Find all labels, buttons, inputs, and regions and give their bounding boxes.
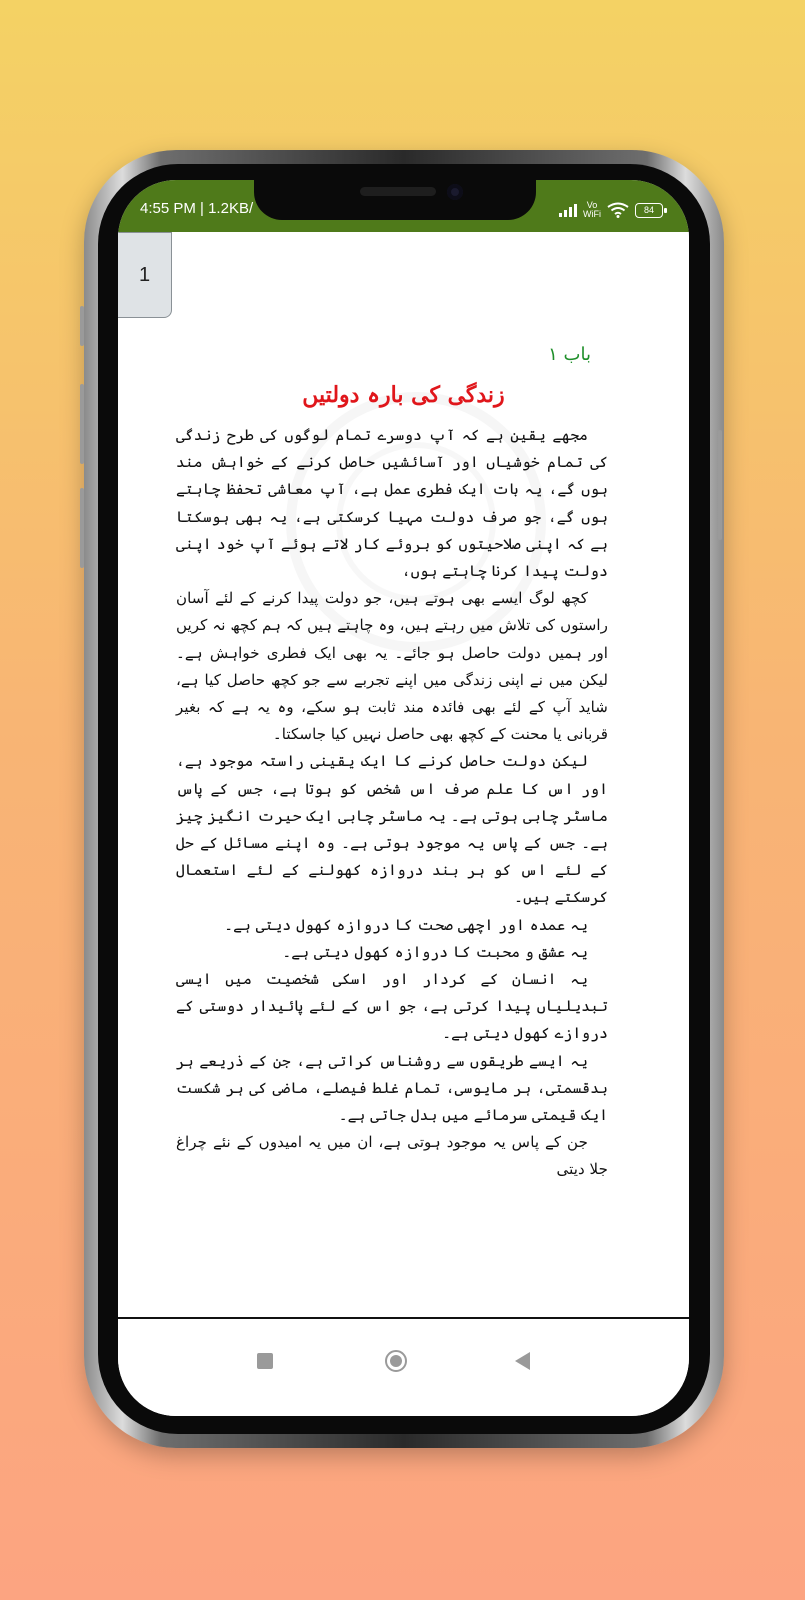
volume-down-button [80,488,84,568]
navigation-bar [118,1319,689,1416]
chapter-title: زندگی کی بارہ دولتیں [302,382,505,408]
square-icon [257,1353,273,1369]
screen [118,180,689,1416]
paragraph: یہ عشق و محبت کا دروازہ کھول دیتی ہے۔ [282,942,588,961]
back-button[interactable] [502,1341,542,1381]
triangle-icon [515,1352,530,1370]
volume-up-button [80,384,84,464]
vowifi-label: Vo WiFi [583,200,601,219]
recents-button[interactable] [245,1341,285,1381]
paragraph: یہ ایسے طریقوں سے روشناس کراتی ہے، جن کے ذریعے ہر بدقسمتی، ہر مایوسی، تمام غلط فیصلے، ماضی کی ہر شکست ایک قیمتی سرمائے میں بدل جاتی ہے۔ [176,1051,608,1125]
paragraph: یہ عمدہ اور اچھی صحت کا دروازہ کھول دیتی ہے۔ [224,915,588,934]
paragraph: کچھ لوگ ایسے بھی ہوتے ہیں، جو دولت پیدا کرنے کے لئے آسان راستوں کی تلاش میں رہتے ہیں، وہ چاہتے ہیں کہ ہم کچھ نہ کریں اور ہمیں دولت حاصل ہو جائے۔ یہ بھی ایک فطری خواہش ہے۔ لیکن میں نے اپنی زندگی میں اپنے تجربے سے جو کچھ حاصل کیا ہے، شاید آپ کے لئے بھی فائدہ مند ثابت ہو سکے، وہ یہ ہے کہ بغیر قربانی یا محنت کے کچھ بھی حاصل نہیں کیا جاسکتا۔ [176,589,608,744]
paragraph: مجھے یقین ہے کہ آپ دوسرے تمام لوگوں کی طرح زندگی کی تمام خوشیاں اور آسائشیں حاصل کرنے کے خواہش مند ہوں گے، یہ بات ایک فطری عمل ہے، آپ معاشی تحفظ چاہتے ہوں گے، جو صرف دولت مہیا کرسکتی ہے، یہ بھی ہوسکتا ہے کہ اپنی صلاحیتوں کو بروئے کار لاتے ہوئے آپ خود اپنی دولت پیدا کرنا چاہتے ہوں، [176,426,608,581]
front-camera [447,184,463,200]
home-button[interactable] [376,1341,416,1381]
power-button [718,430,722,540]
status-icons [559,200,663,220]
signal-icon [559,203,577,217]
body-text [176,422,608,1184]
page-number-badge[interactable]: 1 [118,232,172,318]
circle-icon [385,1350,407,1372]
battery-icon: 84 [635,203,663,218]
wifi-icon [607,202,629,218]
chapter-label: باب ۱ [548,344,591,365]
paragraph: یہ انسان کے کردار اور اسکی شخصیت میں ایسی تبدیلیاں پیدا کرتی ہے، جو اس کے لئے پائیدار دوستی کے دروازے کھول دیتی ہے۔ [176,970,608,1043]
speaker-grille [360,187,436,196]
reader-page[interactable] [118,232,689,1318]
side-button [80,306,84,346]
status-time: 4:55 PM | 1.2KB/ [140,200,254,217]
paragraph: جن کے پاس یہ موجود ہوتی ہے، ان میں یہ امیدوں کے نئے چراغ جلا دیتی [176,1133,608,1179]
paragraph: لیکن دولت حاصل کرنے کا ایک یقینی راستہ موجود ہے، اور اس کا علم صرف اس شخص کو ہوتا ہے، جس کے پاس ماسٹر چابی ہوتی ہے۔ یہ ماسٹر چابی ایک حیرت انگیز چیز ہے۔ جس کے پاس یہ موجود ہوتی ہے۔ وہ اپنے مسائل کے حل کے لئے اس کو ہر بند دروازہ کھولنے کے لئے استعمال کرسکتے ہیں۔ [176,752,608,907]
